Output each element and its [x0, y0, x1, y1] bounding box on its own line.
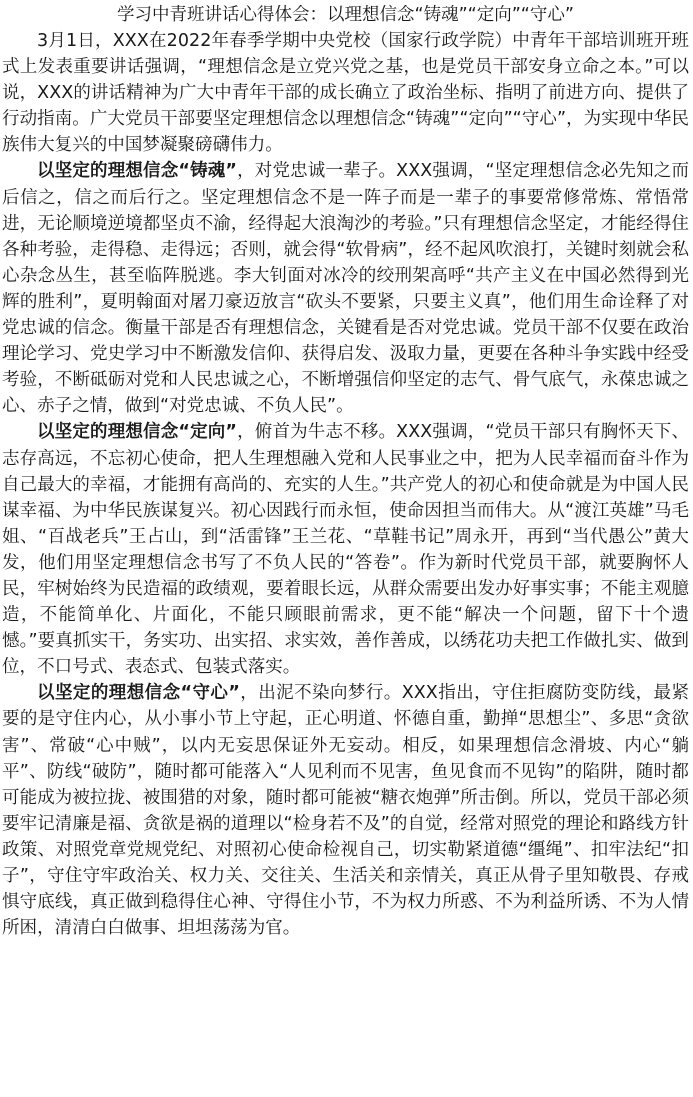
paragraph-heart-text: ，出泥不染向梦行。XXX指出，守住拒腐防变防线，最紧要的是守住内心，从小事小节上守起，正心明道、怀德自重，勤掸“思想尘”、多思“贪欲害”、常破“心中贼”，以内无妄思保证外无妄动。相反，如果理想信念滑坡、内心“躺平”、防线“破防”，随时都可能落入“人见利而不见害，鱼见食而不见钩”的陷阱，随时都可能成为被拉拢、被围猎的对象，随时都可能被“糖衣炮弹”所击倒。所以，党员干部必须要牢记清廉是福、贪欲是祸的道理以“检身若不及”的自觉，经常对照党的理论和路线方针政策、对照党章党规党纪、对照初心使命检视自己，切实勒紧道德“缰绳”、扣牢法纪“扣子”，守住守牢政治关、权力关、交往关、生活关和亲情关，真正从骨子里知敬畏、存戒惧守底线，真正做到稳得住心神、守得住小节，不为权力所惑、不为利益所诱、不为人情所困，清清白白做事、坦坦荡荡为官。	[2, 683, 689, 939]
paragraph-direction-lead: 以坚定的理想信念“定向”	[37, 422, 237, 443]
paragraph-soul	[2, 158, 689, 419]
paragraph-direction	[2, 419, 689, 680]
paragraph-heart	[2, 680, 689, 941]
paragraph-intro-text: 3月1日，XXX在2022年春季学期中央党校（国家行政学院）中青年干部培训班开班式上发表重要讲话强调，“理想信念是立党兴党之基，也是党员干部安身立命之本。”可以说，XXX的讲话精神为广大中青年干部的成长确立了政治坐标、指明了前进方向、提供了行动指南。广大党员干部要坚定理想信念以理想信念“铸魂”“定向”“守心”，为实现中华民族伟大复兴的中国梦凝聚磅礴伟力。	[2, 31, 689, 156]
document-title: 学习中青班讲话心得体会：以理想信念“铸魂”“定向”“守心”	[117, 5, 574, 25]
paragraph-soul-lead: 以坚定的理想信念“铸魂”	[37, 161, 237, 182]
paragraph-heart-lead: 以坚定的理想信念“守心”	[37, 683, 240, 704]
paragraph-soul-text: ，对党忠诚一辈子。XXX强调，“坚定理想信念必先知之而后信之，信之而后行之。坚定理想信念不是一阵子而是一辈子的事要常修常炼、常悟常进，无论顺境逆境都坚贞不渝，经得起大浪淘沙的考验。”只有理想信念坚定，才能经得住各种考验，走得稳、走得远；否则，就会得“软骨病”，经不起风吹浪打，关键时刻就会私心杂念丛生，甚至临阵脱逃。李大钊面对冰冷的绞刑架高呼“共产主义在中国必然得到光辉的胜利”，夏明翰面对屠刀豪迈放言“砍头不要紧，只要主义真”，他们用生命诠释了对党忠诚的信念。衡量干部是否有理想信念，关键看是否对党忠诚。党员干部不仅要在政治理论学习、党史学习中不断激发信仰、获得启发、汲取力量，更要在各种斗争实践中经受考验，不断砥砺对党和人民忠诚之心，不断增强信仰坚定的志气、骨气底气，永葆忠诚之心、赤子之情，做到“对党忠诚、不负人民”。	[2, 161, 689, 417]
paragraph-direction-text: ，俯首为牛志不移。XXX强调，“党员干部只有胸怀天下、志存高远，不忘初心使命，把人生理想融入党和人民事业之中，把为人民幸福而奋斗作为自己最大的幸福，才能拥有高尚的、充实的人生。”共产党人的初心和使命就是为中国人民谋幸福、为中华民族谋复兴。初心因践行而永恒，使命因担当而伟大。从“渡江英雄”马毛姐、“百战老兵”王占山，到“活雷锋”王兰花、“草鞋书记”周永开，再到“当代愚公”黄大发，他们用坚定理想信念书写了不负人民的“答卷”。作为新时代党员干部，就要胸怀人民，牢树始终为民造福的政绩观，要着眼长远，从群众需要出发办好事实事；不能主观臆造，不能简单化、片面化，不能只顾眼前需求，更不能“解决一个问题，留下十个遗憾。”要真抓实干，务实功、出实招、求实效，善作善成，以绣花功夫把工作做扎实、做到位，不口号式、表态式、包装式落实。	[2, 422, 689, 678]
paragraph-intro	[2, 28, 689, 158]
